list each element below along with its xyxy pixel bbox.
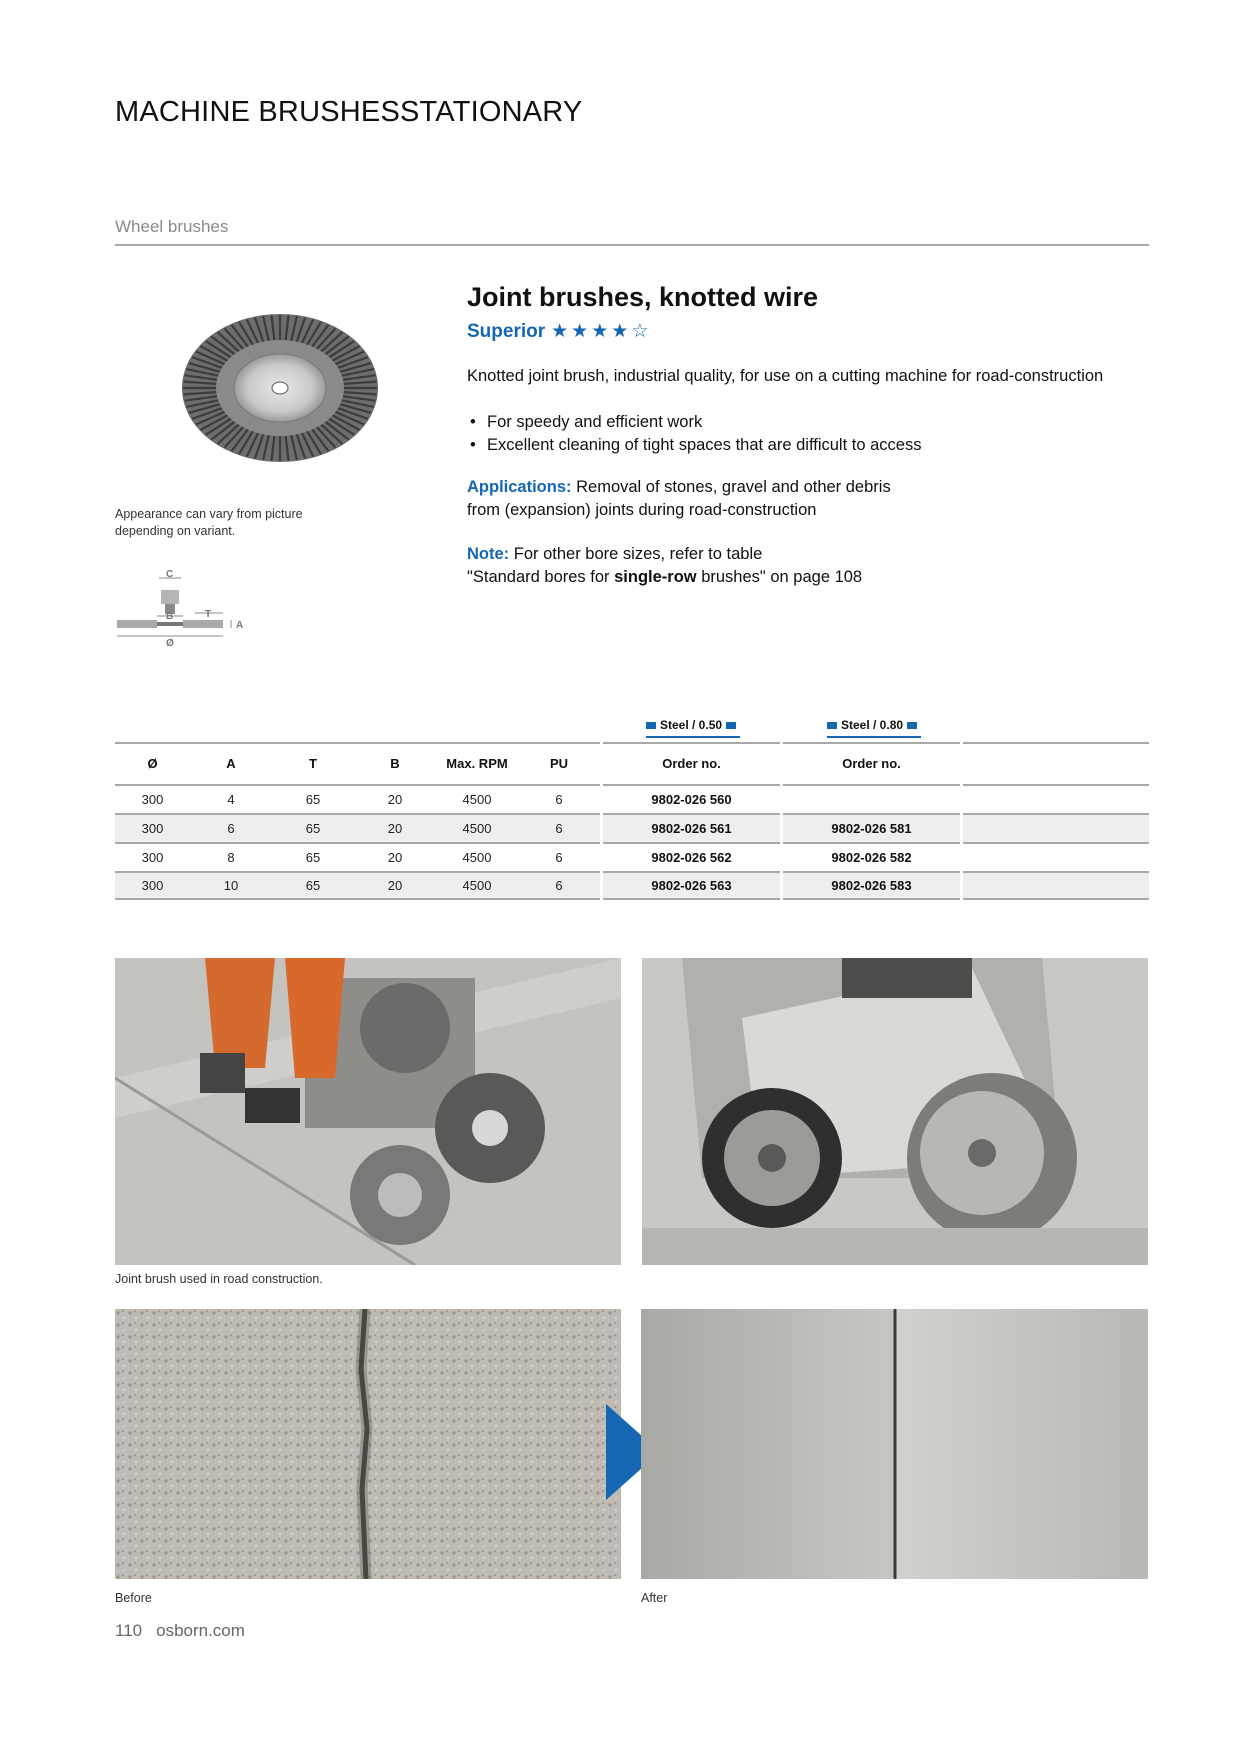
table-cell: 65	[272, 784, 354, 813]
before-caption: Before	[115, 1591, 152, 1605]
table-cell: 20	[354, 842, 436, 871]
star-icon: ★	[591, 321, 609, 342]
image-caption-line: depending on variant.	[115, 524, 236, 538]
quality-rating	[467, 320, 648, 343]
photo-brush-in-use	[115, 958, 621, 1265]
applications-text: from (expansion) joints during road-construction	[467, 500, 817, 519]
product-description: Knotted joint brush, industrial quality, for use on a cutting machine for road-construction	[467, 367, 1104, 385]
table-header-cell: T	[272, 742, 354, 782]
applications-text: Removal of stones, gravel and other debris	[576, 478, 891, 496]
after-caption: After	[641, 1591, 668, 1605]
table-header-row	[115, 742, 1149, 782]
table-header-cell: Max. RPM	[436, 742, 518, 782]
page-footer	[115, 1621, 245, 1641]
table-cell	[963, 813, 1149, 842]
page-title: MACHINE BRUSHESSTATIONARY	[115, 96, 583, 128]
table-cell: 65	[272, 813, 354, 842]
applications-paragraph	[467, 476, 891, 521]
group-label-text: Steel / 0.50	[660, 718, 723, 732]
table-cell: 9802-026 581	[783, 813, 960, 842]
table-cell: 20	[354, 871, 436, 900]
table-header-cell: A	[190, 742, 272, 782]
table-cell: 10	[190, 871, 272, 900]
table-cell: 4500	[436, 871, 518, 900]
table-cell: 300	[115, 784, 190, 813]
square-icon	[726, 722, 736, 729]
table-cell: 20	[354, 784, 436, 813]
table-header-cell: Order no.	[783, 742, 960, 782]
star-icon: ★	[551, 321, 569, 342]
note-label: Note:	[467, 545, 510, 563]
star-icon: ★	[571, 321, 589, 342]
section-divider	[115, 244, 1149, 246]
feature-item: • Excellent cleaning of tight spaces that are difficult to access	[467, 434, 921, 457]
photo-after	[641, 1309, 1148, 1579]
photo-machine-closeup	[642, 958, 1148, 1265]
product-image-wheel-brush	[180, 312, 380, 464]
table-cell: 9802-026 583	[783, 871, 960, 900]
page-number: 110	[115, 1621, 143, 1640]
table-cell: 6	[518, 784, 600, 813]
table-header-cell: Ø	[115, 742, 190, 782]
diagram-label-diameter: Ø	[166, 638, 174, 649]
diagram-label-c: C	[166, 569, 174, 580]
group-label-text: Steel / 0.80	[841, 718, 904, 732]
table-cell: 300	[115, 813, 190, 842]
star-outline-icon: ☆	[631, 321, 649, 342]
table-row	[115, 784, 1149, 813]
table-cell: 4	[190, 784, 272, 813]
table-header-cell: PU	[518, 742, 600, 782]
quality-label: Superior	[467, 320, 546, 342]
star-icon: ★	[611, 321, 629, 342]
note-text: "Standard bores for	[467, 567, 615, 586]
square-icon	[907, 722, 917, 729]
table-header-cell	[963, 742, 1149, 782]
table-cell: 9802-026 582	[783, 842, 960, 871]
table-cell: 65	[272, 871, 354, 900]
section-label: Wheel brushes	[115, 217, 229, 236]
diagram-label-a: A	[236, 620, 244, 631]
diagram-label-t: T	[205, 609, 212, 620]
group-label-steel-050	[646, 718, 736, 732]
table-cell: 9802-026 562	[603, 842, 780, 871]
table-cell: 6	[518, 842, 600, 871]
table-cell	[963, 784, 1149, 813]
square-icon	[646, 722, 656, 729]
image-caption-line: Appearance can vary from picture	[115, 507, 303, 521]
photo-caption: Joint brush used in road construction.	[115, 1272, 323, 1286]
square-icon	[827, 722, 837, 729]
note-paragraph	[467, 543, 862, 588]
table-cell: 6	[518, 813, 600, 842]
table-cell: 9802-026 561	[603, 813, 780, 842]
table-cell: 4500	[436, 784, 518, 813]
table-cell: 4500	[436, 842, 518, 871]
feature-list	[467, 411, 921, 456]
table-cell: 65	[272, 842, 354, 871]
website-link[interactable]: osborn.com	[156, 1621, 245, 1640]
table-header-cell: Order no.	[603, 742, 780, 782]
table-cell: 6	[190, 813, 272, 842]
table-header-cell: B	[354, 742, 436, 782]
product-name: Joint brushes, knotted wire	[467, 282, 819, 312]
image-caption	[115, 506, 303, 540]
diagram-label-b: B	[166, 611, 174, 622]
group-underline	[827, 736, 921, 738]
table-cell: 9802-026 563	[603, 871, 780, 900]
table-cell: 6	[518, 871, 600, 900]
table-cell	[963, 871, 1149, 900]
applications-label: Applications:	[467, 478, 572, 496]
table-cell: 300	[115, 842, 190, 871]
note-text: For other bore sizes, refer to table	[513, 545, 763, 563]
table-cell	[783, 784, 960, 813]
table-cell: 9802-026 560	[603, 784, 780, 813]
table-cell: 4500	[436, 813, 518, 842]
table-cell	[963, 842, 1149, 871]
photo-before	[115, 1309, 621, 1579]
group-label-steel-080	[827, 718, 917, 732]
dimension-diagram	[115, 568, 275, 650]
table-cell: 8	[190, 842, 272, 871]
table-row	[115, 813, 1149, 842]
table-row	[115, 871, 1149, 900]
group-underline	[646, 736, 740, 738]
table-group-header	[115, 712, 1149, 736]
table-row	[115, 842, 1149, 871]
table-cell: 20	[354, 813, 436, 842]
feature-item: • For speedy and efficient work	[467, 411, 921, 434]
rating-stars	[551, 320, 648, 343]
table-cell: 300	[115, 871, 190, 900]
note-text: brushes" on page 108	[696, 567, 863, 586]
note-text-bold: single-row	[614, 567, 697, 586]
